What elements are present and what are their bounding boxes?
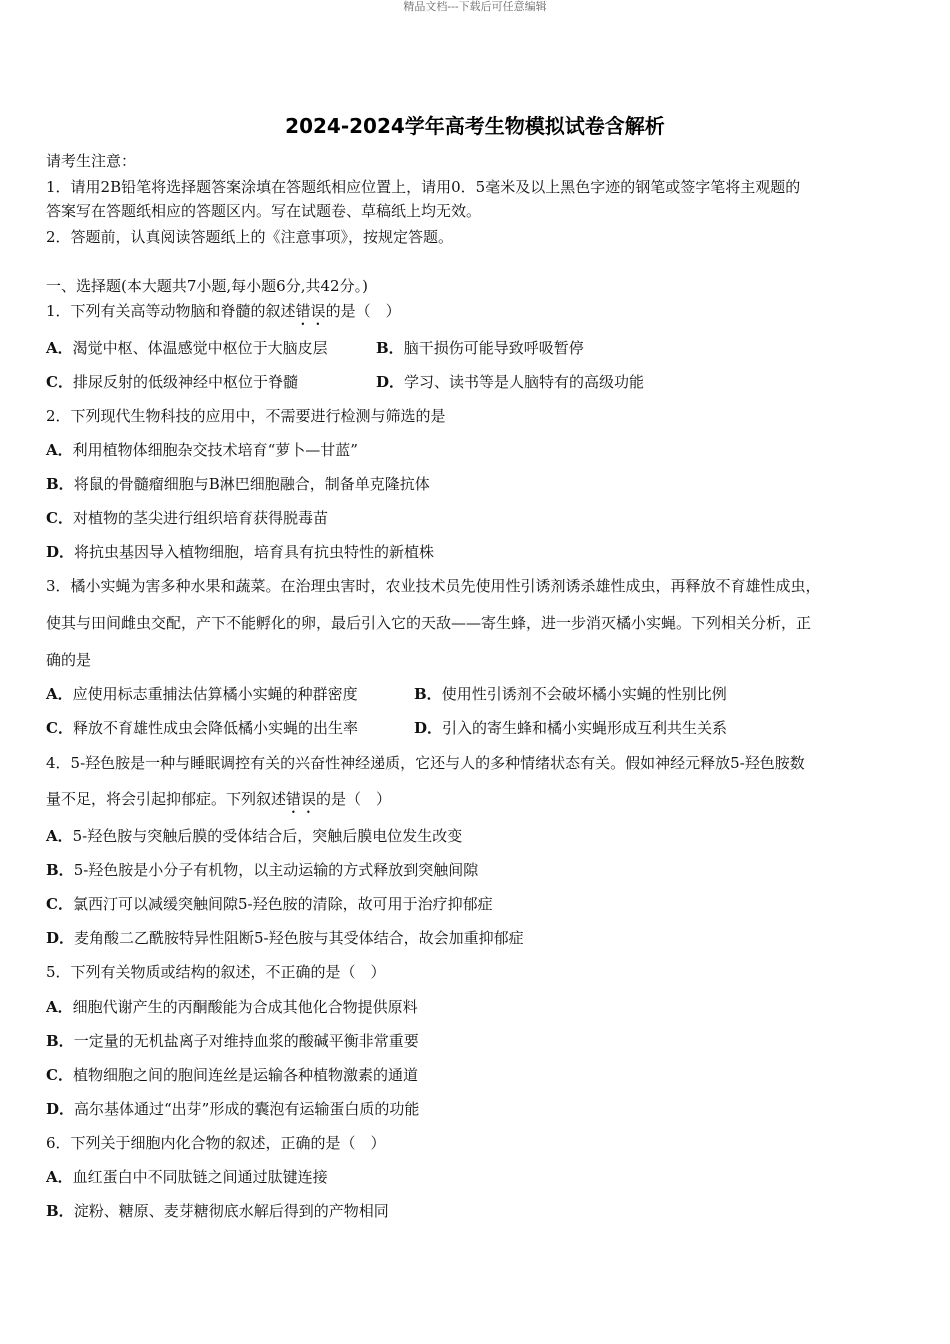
option-text: 5-羟色胺是小分子有机物，以主动运输的方式释放到突触间隙 [73,861,479,879]
question-4-option-d [46,927,906,949]
option-label: B． [46,1032,74,1050]
question-1-stem-emphasis: 错误 [295,302,326,320]
option-text: 脑干损伤可能导致呼吸暂停 [403,339,584,357]
option-label: C． [46,895,73,913]
option-text: 应使用标志重捕法估算橘小实蝇的种群密度 [72,685,358,703]
question-1-options-row-1 [46,337,906,359]
question-2-stem: 2．下列现代生物科技的应用中，不需要进行检测与筛选的是 [46,407,446,425]
option-label: A． [46,441,73,459]
question-4-option-a [46,825,906,847]
question-4-option-b [46,859,906,881]
option-text: 对植物的茎尖进行组织培育获得脱毒苗 [72,509,328,527]
question-1-option-c [46,371,376,393]
option-label: B． [414,685,442,703]
option-text: 麦角酸二乙酰胺特异性阻断5-羟色胺与其受体结合，故会加重抑郁症 [74,929,524,947]
question-3-option-d [414,717,727,739]
question-3-options-row-1 [46,683,906,705]
option-label: B． [46,861,74,879]
option-label: D． [376,373,405,391]
question-5-stem: 5．下列有关物质或结构的叙述，不正确的是（ ） [46,963,386,981]
question-3-option-c [46,717,414,739]
option-text: 淀粉、糖原、麦芽糖彻底水解后得到的产物相同 [73,1202,389,1220]
question-1-stem-pre: 1．下列有关高等动物脑和脊髓的叙述 [46,302,296,320]
option-text: 5-羟色胺与突触后膜的受体结合后，突触后膜电位发生改变 [72,827,463,845]
question-3-stem-line-1: 3．橘小实蝇为害多种水果和蔬菜。在治理虫害时，农业技术员先使用性引诱剂诱杀雄性成虫，再释放不育雄性成虫， [46,577,821,595]
option-label: A． [46,685,73,703]
option-text: 氯西汀可以减缓突触间隙5-羟色胺的清除，故可用于治疗抑郁症 [72,895,493,913]
notice-item-2: 2．答题前，认真阅读答题纸上的《注意事项》，按规定答题。 [46,228,454,246]
question-1-stem [46,300,906,329]
notice-item-1-line-1: 1．请用2B铅笔将选择题答案涂填在答题纸相应位置上，请用0．5毫米及以上黑色字迹的钢笔或签字笔将主观题的 [46,178,801,196]
question-4-stem-line-1: 4．5-羟色胺是一种与睡眠调控有关的兴奋性神经递质，它还与人的多种情绪状态有关。假如神经元释放5-羟色胺数 [46,754,805,772]
option-text: 学习、读书等是人脑特有的高级功能 [404,373,645,391]
option-label: B． [46,475,74,493]
question-1-stem-post: 的是（ ） [325,302,401,320]
option-text: 高尔基体通过“出芽”形成的囊泡有运输蛋白质的功能 [74,1100,420,1118]
question-4-stem-emphasis: 错误 [286,790,317,808]
question-3-option-b [414,683,727,705]
question-1-option-b [376,337,584,359]
page-title: 2024-2024学年高考生物模拟试卷含解析 [285,114,665,138]
option-text: 将鼠的骨髓瘤细胞与B淋巴细胞融合，制备单克隆抗体 [73,475,430,493]
question-4-stem-pre: 量不足，将会引起抑郁症。下列叙述 [46,790,287,808]
option-label: B． [376,339,404,357]
question-6-option-b [46,1200,906,1222]
section-heading: 一、选择题(本大题共7小题,每小题6分,共42分。) [46,277,368,295]
option-label: A． [46,339,73,357]
header-note: 精品文档---下载后可任意编辑 [403,0,547,13]
option-label: C． [46,719,73,737]
option-text: 植物细胞之间的胞间连丝是运输各种植物激素的通道 [72,1066,418,1084]
question-4-option-c [46,893,906,915]
question-3-stem-line-2: 使其与田间雌虫交配，产下不能孵化的卵，最后引入它的天敌——寄生蜂，进一步消灭橘小实蝇。下列相关分析，正 [46,614,812,632]
question-5-option-a [46,996,906,1018]
option-label: C． [46,373,73,391]
question-3-options-row-2 [46,717,906,739]
question-5-option-d [46,1098,906,1120]
option-text: 释放不育雄性成虫会降低橘小实蝇的出生率 [72,719,358,737]
question-6-stem: 6．下列关于细胞内化合物的叙述，正确的是（ ） [46,1134,386,1152]
question-3-stem-line-3: 确的是 [46,651,92,669]
option-label: A． [46,827,73,845]
option-text: 将抗虫基因导入植物细胞，培育具有抗虫特性的新植株 [74,543,435,561]
option-text: 利用植物体细胞杂交技术培育“萝卜—甘蓝” [72,441,358,459]
option-label: D． [46,929,75,947]
question-4-stem-post: 的是（ ） [316,790,392,808]
option-label: B． [46,1202,74,1220]
question-6-option-a [46,1166,906,1188]
option-text: 排尿反射的低级神经中枢位于脊髓 [72,373,298,391]
question-1-options-row-2 [46,371,906,393]
question-5-option-c [46,1064,906,1086]
question-4-stem-line-2 [46,788,906,817]
option-label: D． [46,543,75,561]
question-2-option-b [46,473,906,495]
question-1-option-d [376,371,644,393]
question-2-option-c [46,507,906,529]
question-5-option-b [46,1030,906,1052]
question-3-option-a [46,683,414,705]
option-label: A． [46,998,73,1016]
question-2-option-a [46,439,906,461]
option-label: A． [46,1168,73,1186]
option-label: D． [46,1100,75,1118]
option-text: 使用性引诱剂不会破坏橘小实蝇的性别比例 [441,685,727,703]
option-text: 渴觉中枢、体温感觉中枢位于大脑皮层 [72,339,328,357]
question-2-option-d [46,541,906,563]
question-1-option-a [46,337,376,359]
option-label: D． [414,719,443,737]
notice-heading: 请考生注意： [46,152,137,170]
option-text: 细胞代谢产生的丙酮酸能为合成其他化合物提供原料 [72,998,418,1016]
option-label: C． [46,509,73,527]
notice-item-1-line-2: 答案写在答题纸相应的答题区内。写在试题卷、草稿纸上均无效。 [46,202,482,220]
option-label: C． [46,1066,73,1084]
option-text: 血红蛋白中不同肽链之间通过肽键连接 [72,1168,328,1186]
option-text: 引入的寄生蜂和橘小实蝇形成互利共生关系 [442,719,728,737]
option-text: 一定量的无机盐离子对维持血浆的酸碱平衡非常重要 [73,1032,419,1050]
